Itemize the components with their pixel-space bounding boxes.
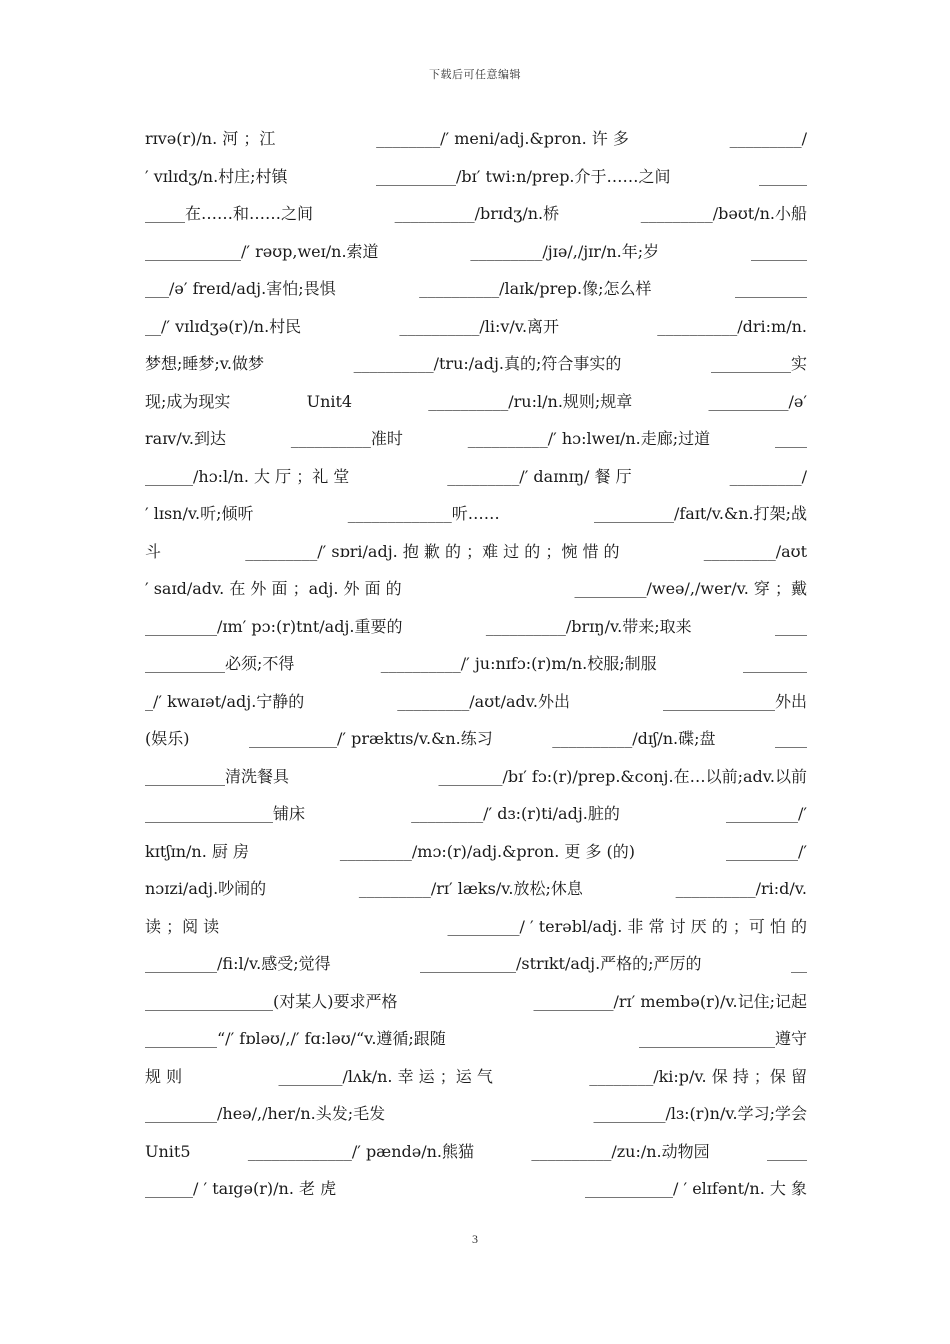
text-segment: _________“/′ fɒləʊ/,/′ fɑ:ləʊ/“v.遵循;跟随 [145,1029,446,1048]
text-segment: _________________遵守 [638,1029,807,1048]
text-line [145,720,807,758]
text-segment: ___/ə′ freɪd/adj.害怕;畏惧 [145,279,336,298]
text-segment: ________/lʌk/n. 幸 运 ；运 气 [278,1066,493,1086]
text-segment: __________/laɪk/prep.像;怎么样 [419,279,652,298]
unit-heading: Unit4 [306,391,353,411]
text-segment: __________/brɪdʒ/n.桥 [394,204,560,223]
text-line [145,270,807,308]
text-line [145,458,807,496]
text-segment: _____________/′ pændə/n.熊猫 [247,1141,475,1161]
text-segment: ____________/′ rəʊp,weɪ/n.索道 [145,241,379,261]
text-segment: raɪv/v.到达 [145,429,226,448]
text-segment: ____ [774,729,807,748]
text-line [145,983,807,1021]
text-line [145,195,807,233]
text-segment: _________/′ [725,804,807,823]
text-line [145,383,807,421]
text-line [145,1170,807,1208]
text-segment: _________ [735,279,807,298]
text-segment: _________/heə/,/her/n.头发;毛发 [145,1104,386,1123]
text-segment: 斗 [145,541,162,561]
text-segment: _____在……和……之间 [145,204,314,223]
text-segment: __________/ru:l/n.规则;规章 [428,391,633,411]
text-segment: 梦想;睡梦;v.做梦 [145,354,265,373]
text-segment: ____ [775,429,807,448]
text-segment: ′ vɪlɪdʒ/n.村庄;村镇 [145,166,288,186]
text-segment: _________/′ sɒri/adj. 抱 歉 的 ；难 过 的 ；惋 惜 的 [245,541,620,561]
text-segment: rɪvə(r)/n. 河 ；江 [145,129,276,148]
text-segment: __________/ri:d/v. [675,879,807,898]
text-segment: 规 则 [145,1066,183,1086]
text-segment: __________实 [710,354,807,373]
text-line [145,120,807,158]
text-line [145,1058,807,1096]
text-segment: ____ [774,616,807,636]
text-line [145,795,807,833]
text-line [145,870,807,908]
text-segment: ________/′ meni/adj.&pron. 许 多 [376,129,629,148]
text-segment: ________________(对某人)要求严格 [145,991,398,1011]
text-line [145,1020,807,1058]
text-segment: ______/hɔ:l/n. 大 厅 ；礼 堂 [145,466,350,486]
text-segment: __________必须;不得 [145,654,295,673]
text-line [145,683,807,721]
text-segment: __________/li:v/v.离开 [399,316,560,336]
text-segment: _________/lɜ:(r)n/v.学习;学会 [593,1104,807,1123]
text-segment: _____ [766,1141,807,1161]
text-segment: ______ [759,166,807,186]
text-segment: _________/aʊt [703,541,807,561]
text-segment: ______/ ′ taɪgə(r)/n. 老 虎 [145,1179,337,1198]
text-segment: kɪtʃɪn/n. 厨 房 [145,841,249,861]
text-line [145,420,807,458]
text-segment: __________/rɪ′ membə(r)/v.记住;记起 [533,991,807,1011]
text-line [145,645,807,683]
text-segment: _________/weə/,/wer/v. 穿 ；戴 [574,579,807,598]
text-line [145,908,807,946]
text-segment: ________/bɪ′ fɔ:(r)/prep.&conj.在…以前;adv.以前 [438,766,807,786]
text-line [145,570,807,608]
text-segment: _________/ [729,466,807,486]
text-segment: __________/′ hɔ:lweɪ/n.走廊;过道 [467,429,711,448]
text-segment: __________清洗餐具 [145,766,290,786]
text-segment: __________/faɪt/v.&n.打架;战 [593,504,807,523]
text-line [145,158,807,196]
text-segment: __________/tru:/adj.真的;符合事实的 [353,354,622,373]
text-segment: ________________铺床 [145,804,306,823]
text-segment: _________/ ′ terəbl/adj. 非 常 讨 厌 的 ；可 怕 的 [447,916,807,936]
text-line [145,495,807,533]
text-segment: 现;成为现实 [145,391,231,411]
text-segment: __________/zu:/n.动物园 [531,1141,710,1161]
text-segment: __ [790,954,807,973]
text-segment: __________准时 [290,429,403,448]
text-segment: ′ saɪd/adv. 在 外 面 ；adj. 外 面 的 [145,579,402,598]
text-segment: __________/′ ju:nɪfɔ:(r)m/n.校服;制服 [380,654,657,673]
text-segment: _________/′ [725,841,807,861]
text-segment: ____________/strɪkt/adj.严格的;严厉的 [420,954,702,973]
text-line [145,1095,807,1133]
page-header: 下载后可任意编辑 [429,68,521,81]
text-line [145,833,807,871]
text-segment: ______________外出 [662,691,807,711]
text-segment: __________/brɪŋ/v.带来;取来 [485,616,692,636]
text-segment: __________/dri:m/n. [657,316,807,336]
text-segment: _________/mɔ:(r)/adj.&pron. 更 多 (的) [339,841,636,861]
text-segment: _________/jɪə/,/jɪr/n.年;岁 [470,241,660,261]
text-segment: _________/′ dɜ:(r)ti/adj.脏的 [411,804,620,823]
text-segment: _________/bəʊt/n.小船 [640,204,807,223]
text-line [145,1133,807,1171]
text-segment: _________/ɪm′ pɔ:(r)tnt/adj.重要的 [145,616,403,636]
vocabulary-list [145,120,807,1208]
text-segment: __________/ə′ [708,391,807,411]
text-segment: 读 ；阅 读 [145,916,220,936]
text-line [145,945,807,983]
text-segment: _________/′ daɪnɪŋ/ 餐 厅 [447,466,632,486]
text-segment: __/′ vɪlɪdʒə(r)/n.村民 [145,316,302,336]
text-line [145,533,807,571]
unit-heading: Unit5 [145,1141,191,1161]
text-line [145,233,807,271]
text-line [145,608,807,646]
text-segment: __________/dɪʃ/n.碟;盘 [552,729,716,748]
text-segment: (娱乐) [145,729,190,748]
text-segment: _______ [750,241,807,261]
text-segment: nɔɪzi/adj.吵闹的 [145,879,267,898]
text-segment: _________/aʊt/adv.外出 [397,691,570,711]
text-segment: _____________听…… [347,504,500,523]
text-segment: ________ [742,654,807,673]
text-segment: __________/bɪ′ twi:n/prep.介于……之间 [376,166,671,186]
text-segment: _________/fi:l/v.感受;觉得 [145,954,331,973]
text-segment: _/′ kwaɪət/adj.宁静的 [145,691,305,711]
text-segment: _________/rɪ′ læks/v.放松;休息 [358,879,583,898]
text-line [145,345,807,383]
text-segment: _________/ [729,129,807,148]
text-segment: ___________/ ′ elɪfənt/n. 大 象 [585,1179,807,1198]
text-line [145,308,807,346]
text-line [145,758,807,796]
text-segment: ′ lɪsn/v.听;倾听 [145,504,254,523]
text-segment: ________/ki:p/v. 保 持 ；保 留 [589,1066,807,1086]
text-segment: ___________/′ præktɪs/v.&n.练习 [248,729,493,748]
page-number: 3 [472,1232,478,1246]
